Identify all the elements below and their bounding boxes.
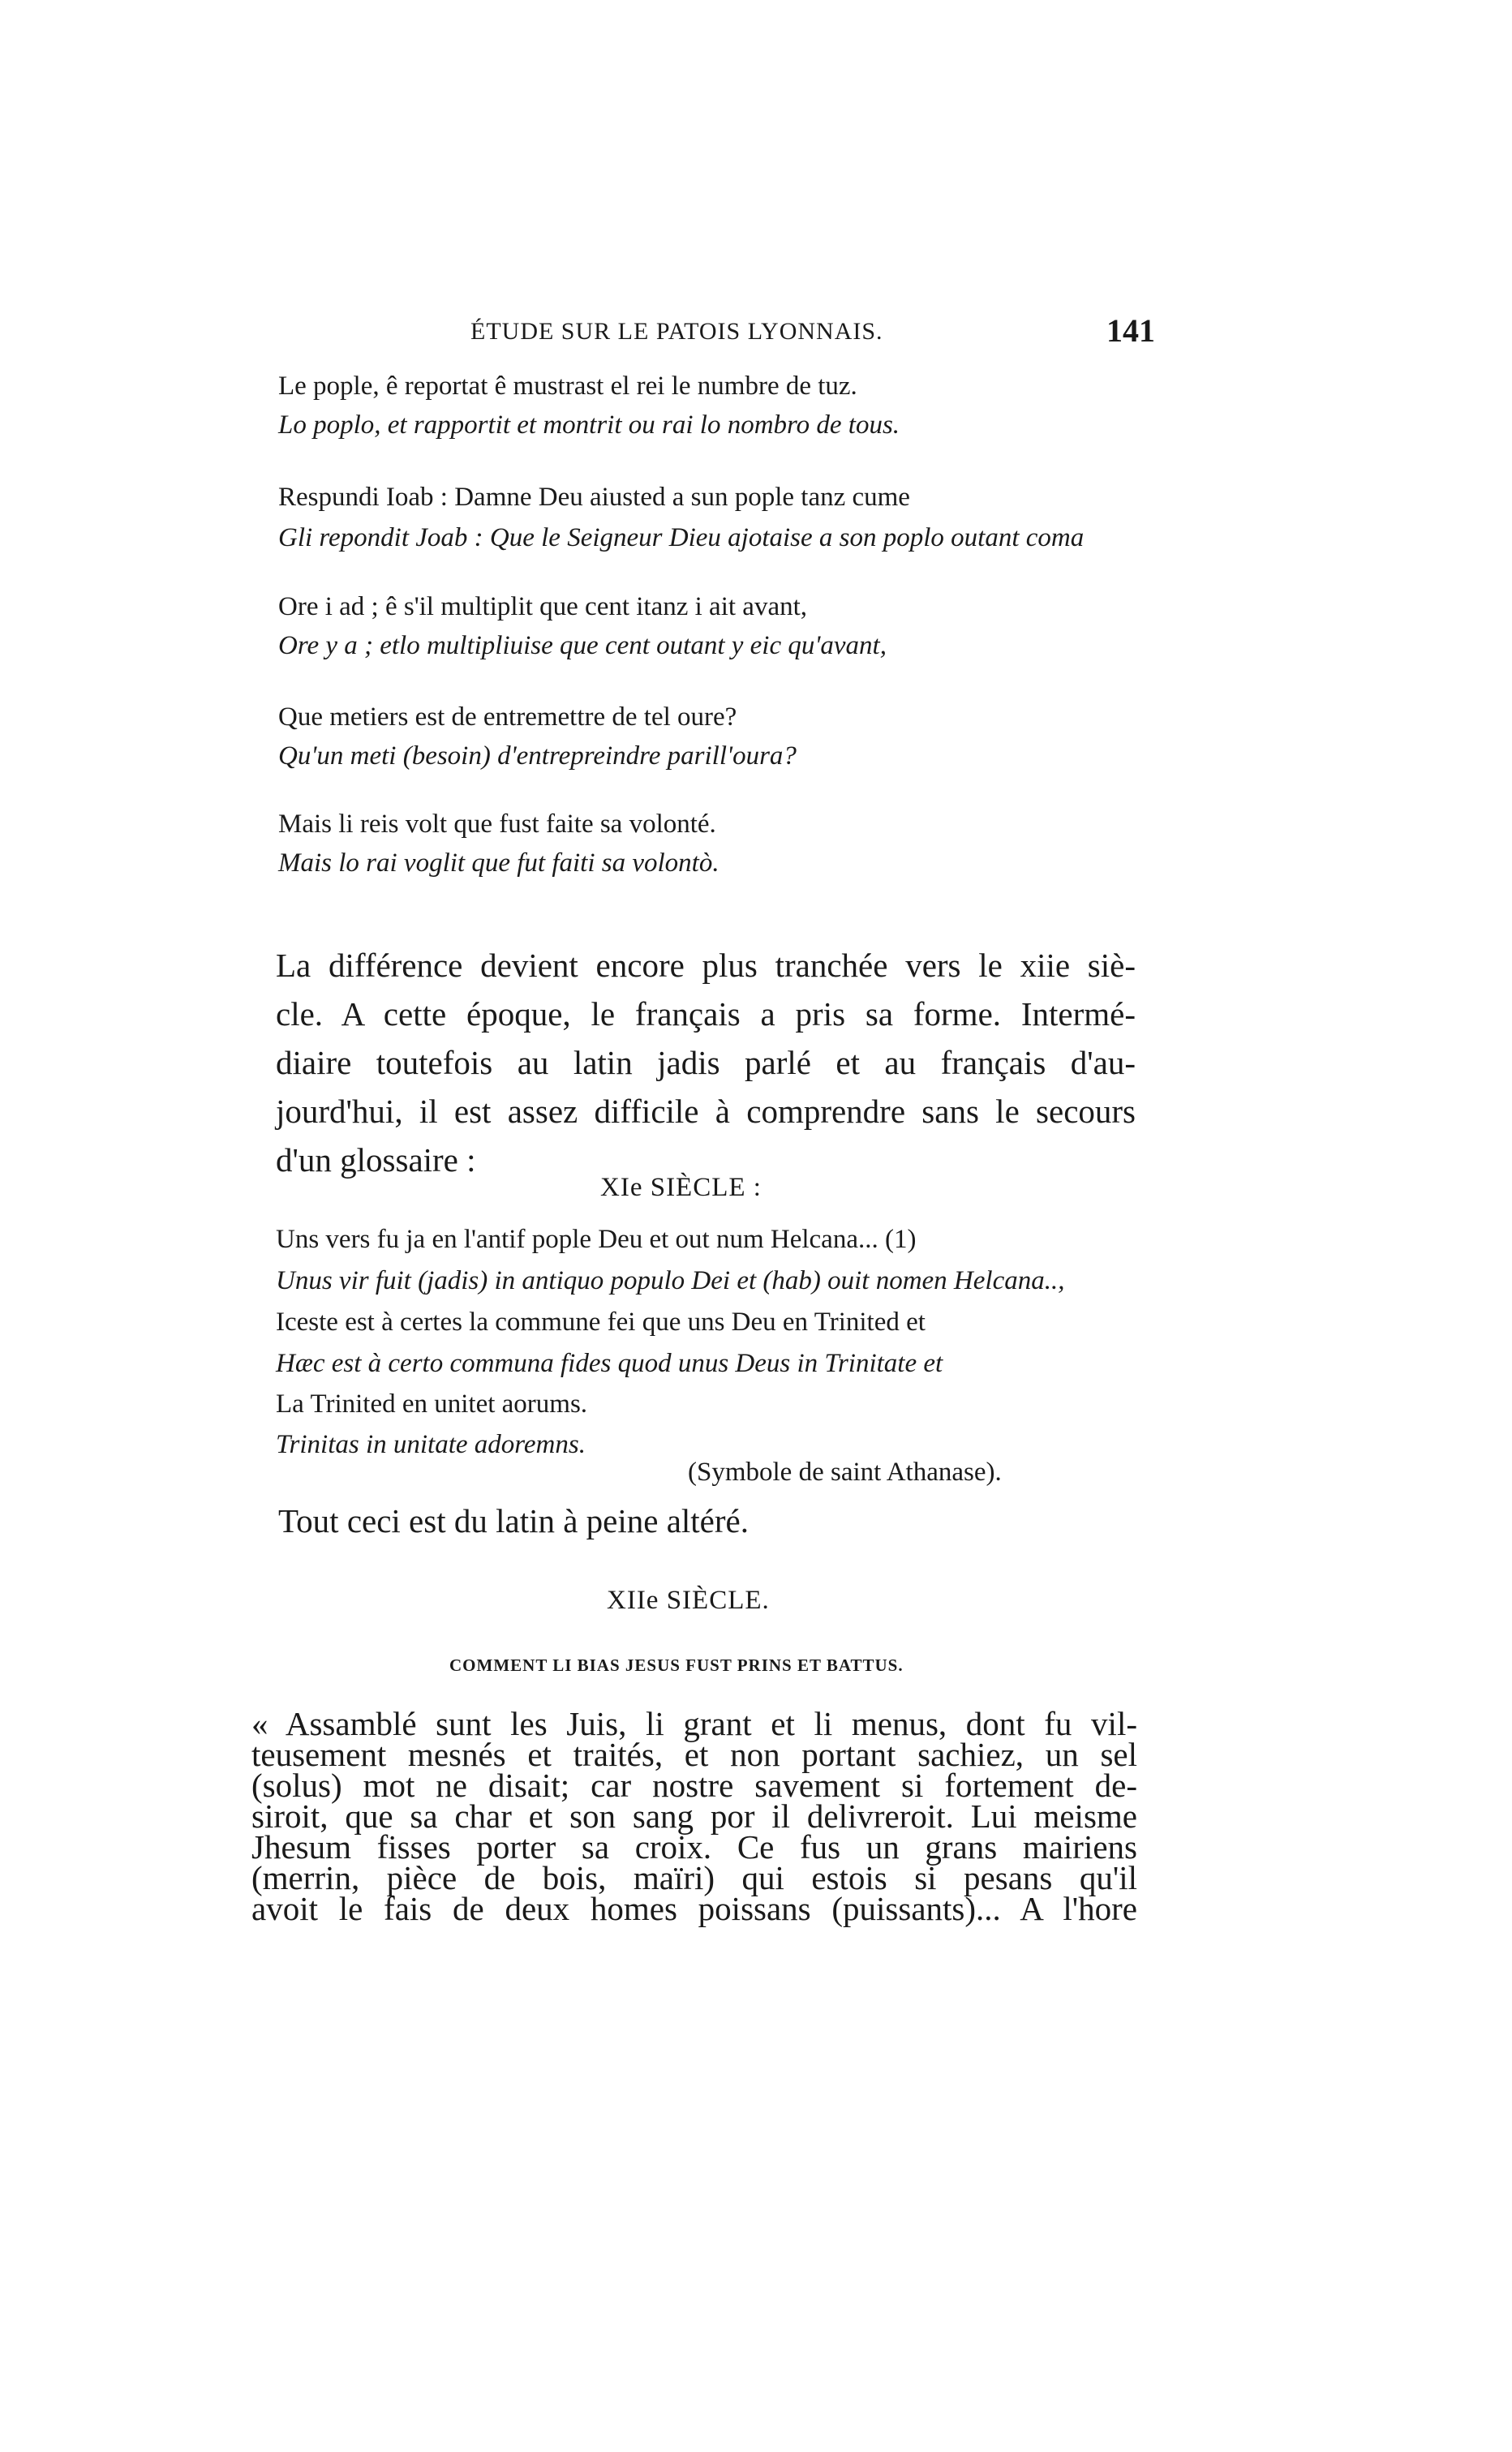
verse-translation: Lo poplo, et rapportit et montrit ou rai lo nombro de tous. (278, 410, 900, 440)
section-heading-xi: XIe SIÈCLE : (600, 1173, 762, 1202)
paragraph-1 (276, 941, 1136, 1184)
verse-translation: Gli repondit Joab : Que le Seigneur Dieu ajotaise a son poplo outant coma (278, 523, 1085, 552)
paragraph-line: d'un glossaire : (276, 1141, 476, 1179)
verse-translation: Trinitas in unitate adoremns. (276, 1430, 586, 1459)
running-title: ÉTUDE SUR LE PATOIS LYONNAIS. (470, 318, 883, 345)
verse-translation: Mais lo rai voglit que fut faiti sa volontò. (278, 848, 719, 878)
paragraph-line: siroit, que sa char et son sang por il delivreroit. Lui meisme (251, 1797, 1137, 1835)
remark: Tout ceci est du latin à peine altéré. (278, 1502, 749, 1539)
verse-translation: Hæc est à certo communa fides quod unus Deus in Trinitate et (276, 1349, 943, 1378)
verse-original: Respundi Ioab : Damne Deu aiusted a sun pople tanz cume (278, 483, 910, 512)
verse-translation: Qu'un meti (besoin) d'entrepreindre parill'oura? (278, 741, 797, 771)
paragraph-line: jourd'hui, il est assez difficile à comprendre sans le secours (276, 1093, 1136, 1130)
verse-translation: Ore y a ; etlo multipliuise que cent outant y eic qu'avant, (278, 631, 887, 660)
attribution: (Symbole de saint Athanase). (688, 1458, 1002, 1487)
verse-original: Que metiers est de entremettre de tel oure? (278, 702, 737, 732)
paragraph-line: cle. A cette époque, le français a pris sa forme. Intermé- (276, 995, 1136, 1033)
page-number: 141 (1106, 312, 1155, 349)
paragraph-line: « Assamblé sunt les Juis, li grant et li menus, dont fu vil- (251, 1705, 1137, 1742)
section-subtitle: COMMENT LI BIAS JESUS FUST PRINS ET BATTUS. (449, 1655, 904, 1675)
verse-original: Ore i ad ; ê s'il multiplit que cent itanz i ait avant, (278, 592, 808, 621)
paragraph-line: (merrin, pièce de bois, maïri) qui estois si pesans qu'il (251, 1859, 1137, 1896)
paragraph-line: teusement mesnés et traités, et non portant sachiez, un sel (251, 1736, 1137, 1773)
paragraph-line: diaire toutefois au latin jadis parlé et au français d'au- (276, 1044, 1136, 1081)
verse-translation: Unus vir fuit (jadis) in antiquo populo Dei et (hab) ouit nomen Helcana.., (276, 1266, 1065, 1295)
verse-original: Iceste est à certes la commune fei que uns Deu en Trinited et (276, 1308, 926, 1337)
paragraph-line: avoit le fais de deux homes poissans (puissants)... A l'hore (251, 1890, 1137, 1927)
verse-original: Le pople, ê reportat ê mustrast el rei le numbre de tuz. (278, 371, 857, 401)
verse-original: Uns vers fu ja en l'antif pople Deu et out num Helcana... (1) (276, 1225, 917, 1254)
paragraph-2 (251, 1705, 1137, 1927)
paragraph-line: Jhesum fisses porter sa croix. Ce fus un grans mairiens (251, 1828, 1137, 1866)
verse-original: La Trinited en unitet aorums. (276, 1389, 588, 1419)
paragraph-line: La différence devient encore plus tranchée vers le xiie siè- (276, 947, 1136, 984)
section-heading-xii: XIIe SIÈCLE. (607, 1586, 770, 1615)
paragraph-line: (solus) mot ne disait; car nostre savement si fortement de- (251, 1767, 1137, 1804)
verse-original: Mais li reis volt que fust faite sa volonté. (278, 809, 716, 839)
